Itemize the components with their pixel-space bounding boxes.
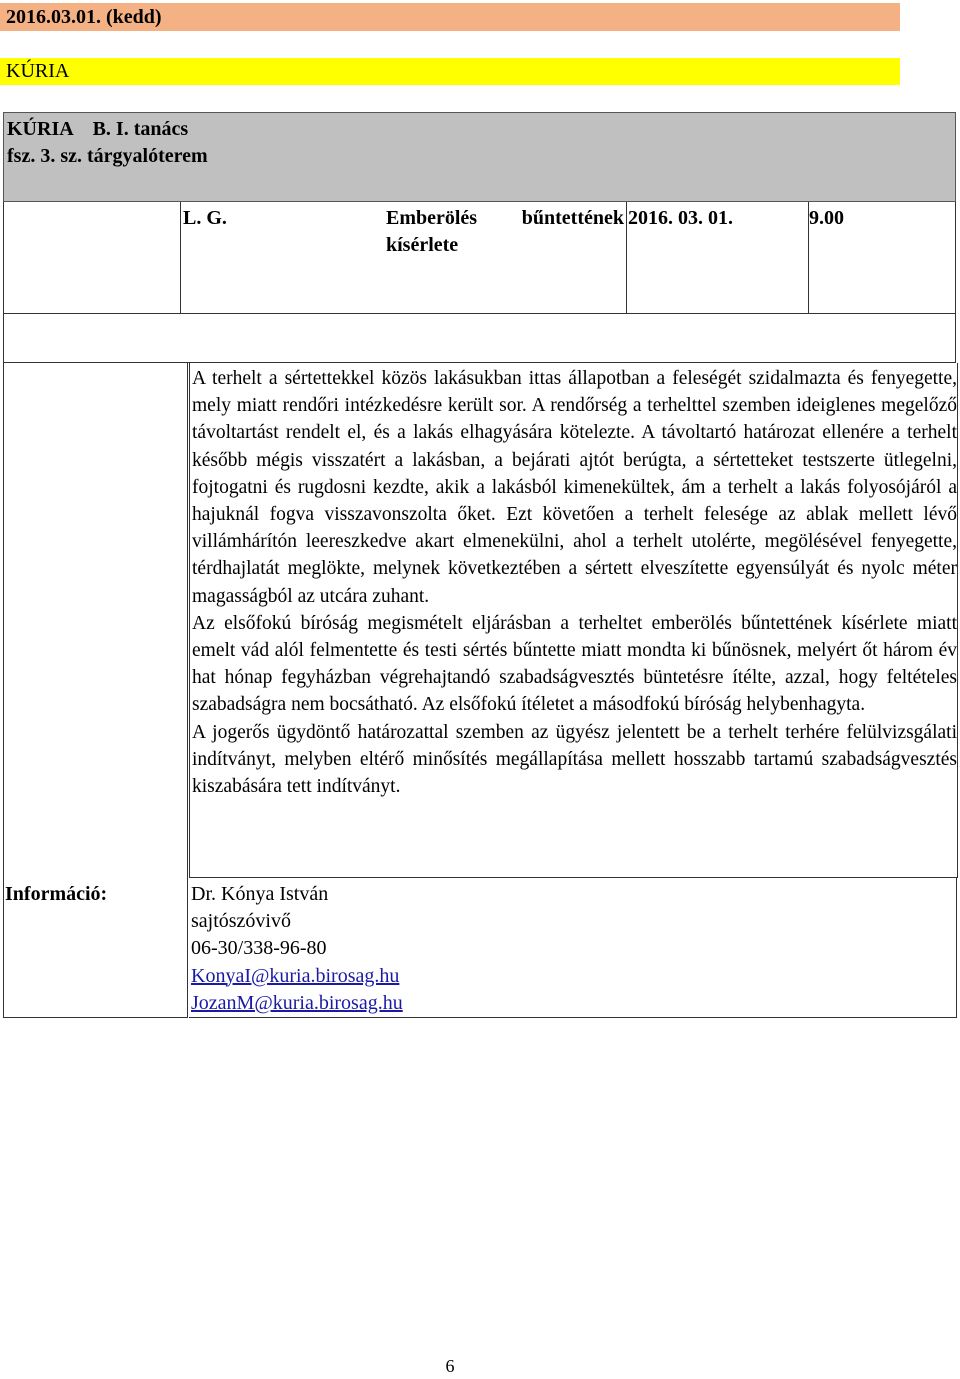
info-label-cell [3, 363, 188, 1018]
defendant-cell [180, 202, 388, 313]
case-description-cell [189, 363, 958, 878]
offense: Emberölés bűntettének kísérlete [386, 207, 624, 256]
hearing-date-cell [626, 202, 810, 313]
hearing-time: 9.00 [809, 207, 844, 229]
date-heading: 2016.03.01. (kedd) [0, 3, 900, 31]
chamber-name: KÚRIA B. I. tanács [7, 118, 189, 140]
chamber-header [3, 112, 956, 202]
hearing-date: 2016. 03. 01. [628, 207, 733, 229]
spacer-row [3, 314, 956, 363]
spokesperson-name: Dr. Kónya István [191, 883, 329, 905]
case-row [3, 202, 956, 314]
contact-cell [189, 877, 957, 1018]
description-paragraph: A jogerős ügydöntő határozattal szemben az ügyész jelentett be a terhelt terhére felülvizsgálati indítványt, melyben eltérő minősítés megállapítása mellett hosszabb tartamú szabadságvesztés kiszabására tett indítványt. [192, 721, 957, 798]
spokesperson-role: sajtószóvivő [191, 910, 291, 933]
contact-info [191, 881, 403, 1017]
description-paragraph: A terhelt a sértettekkel közös lakásukban ittas állapotban a feleségét szidalmazta és fenyegette, mely miatt rendőri intézkedésre került sor. A rendőrség a terhelttel szemben ideiglenes megelőző távoltartást rendelt el, és a lakás elhagyására kötelezte. A távoltartó határozat ellenére a terhelt később mégis visszatért a lakásban, a bejárati ajtót berúgta, a sértetteket testszerte ütlegelni, fojtogatni és rugdosni kezdte, akik a lakásból kimenekültek, ám a terhelt a lakás folyosójáról a hajuknál fogva visszavonszolta őket. Ezt követően a terhelt felesége az ablak mellett lévő villámhárítón leereszkedve akart elmenekülni, ahol a terhelt utolérte, megölésével fenyegette, térdhajlatát meglökte, melynek következtében a sértett elveszítette egyensúlyát és nyolc méter magasságból az utcára zuhant. [192, 368, 957, 607]
courtroom-location: fsz. 3. sz. tárgyalóterem [7, 145, 208, 167]
email-link-konya[interactable]: KonyaI@kuria.birosag.hu [191, 964, 400, 987]
phone-number: 06-30/338-96-80 [191, 937, 327, 960]
offense-cell [385, 202, 627, 313]
description-paragraph: Az elsőfokú bíróság megismételt eljárásban a terheltet emberölés bűntettének kísérlete miatt emelt vád alól felmentette és testi sértés bűntette miatt mondta ki bűnösnek, melyért őt három év hat hónap fegyházban végrehajtandó szabadságvesztés büntetésre ítélte, azzal, hogy feltételes szabadságra nem bocsátható. Az elsőfokú ítéletet a másodfokú bíróság helybenhagyta. [192, 612, 957, 716]
page-number: 6 [445, 1356, 455, 1376]
defendant: L. G. [183, 207, 227, 229]
info-section [3, 363, 956, 1017]
hearing-time-cell [808, 202, 958, 313]
info-label: Információ: [5, 883, 108, 905]
court-heading: KÚRIA [0, 58, 900, 85]
email-link-jozan[interactable]: JozanM@kuria.birosag.hu [191, 991, 403, 1014]
case-description [192, 365, 957, 800]
